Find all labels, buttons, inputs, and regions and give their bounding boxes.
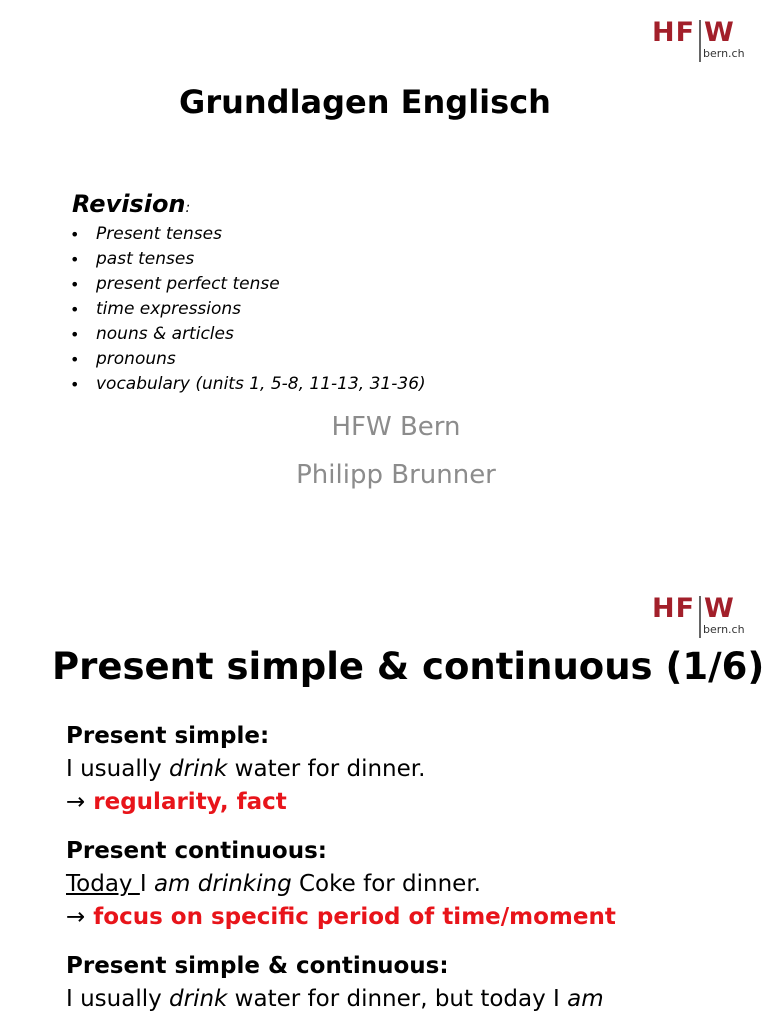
bullet: •	[70, 350, 80, 369]
bullet: •	[70, 375, 80, 394]
combined-example: I usually drink water for dinner, but today I am	[66, 986, 604, 1012]
present-simple-example: I usually drink water for dinner.	[66, 756, 426, 782]
list-item: • Present tenses	[68, 222, 426, 247]
logo-sub-text: bern.ch	[703, 623, 745, 636]
list-item: • vocabulary (units 1, 5-8, 11-13, 31-36)	[68, 372, 426, 397]
logo-sub-text: bern.ch	[703, 47, 745, 60]
present-continuous-example: Today I am drinking Coke for dinner.	[66, 871, 481, 897]
slide-1-title: Grundlagen Englisch	[179, 83, 551, 121]
slide-2-title: Present simple & continuous (1/6)	[52, 645, 765, 688]
present-simple-heading: Present simple:	[66, 723, 270, 749]
combined-heading: Present simple & continuous:	[66, 953, 449, 979]
revision-label-text: Revision	[72, 190, 186, 218]
revision-label	[72, 188, 190, 224]
revision-colon: :	[185, 200, 191, 216]
bullet: •	[70, 250, 80, 269]
list-item: • pronouns	[68, 347, 426, 372]
arrow-right-icon: →	[66, 904, 86, 930]
arrow-right-icon: →	[66, 789, 86, 815]
list-item: • nouns & articles	[68, 322, 426, 347]
present-simple-result: → regularity, fact	[66, 789, 287, 815]
bullet: •	[70, 275, 80, 294]
present-continuous-result: → focus on specific period of time/moment	[66, 904, 616, 930]
hfw-logo	[652, 18, 746, 62]
logo-w-text: W	[704, 17, 735, 48]
list-item: • past tenses	[68, 247, 426, 272]
bullet: •	[70, 225, 80, 244]
logo-hf-text: HF	[652, 17, 696, 48]
list-item: • present perfect tense	[68, 272, 426, 297]
logo-hf-text: HF	[652, 593, 696, 624]
slide-2-body	[66, 720, 746, 1016]
subtitle-institution: HFW Bern	[331, 412, 461, 442]
bullet: •	[70, 325, 80, 344]
logo-divider	[699, 20, 701, 62]
present-continuous-heading: Present continuous:	[66, 838, 327, 864]
logo-divider	[699, 596, 701, 638]
subtitle-author: Philipp Brunner	[296, 460, 496, 490]
hfw-logo	[652, 594, 746, 638]
revision-list	[68, 222, 426, 397]
bullet: •	[70, 300, 80, 319]
slide-2	[0, 576, 768, 1024]
list-item: • time expressions	[68, 297, 426, 322]
logo-w-text: W	[704, 593, 735, 624]
